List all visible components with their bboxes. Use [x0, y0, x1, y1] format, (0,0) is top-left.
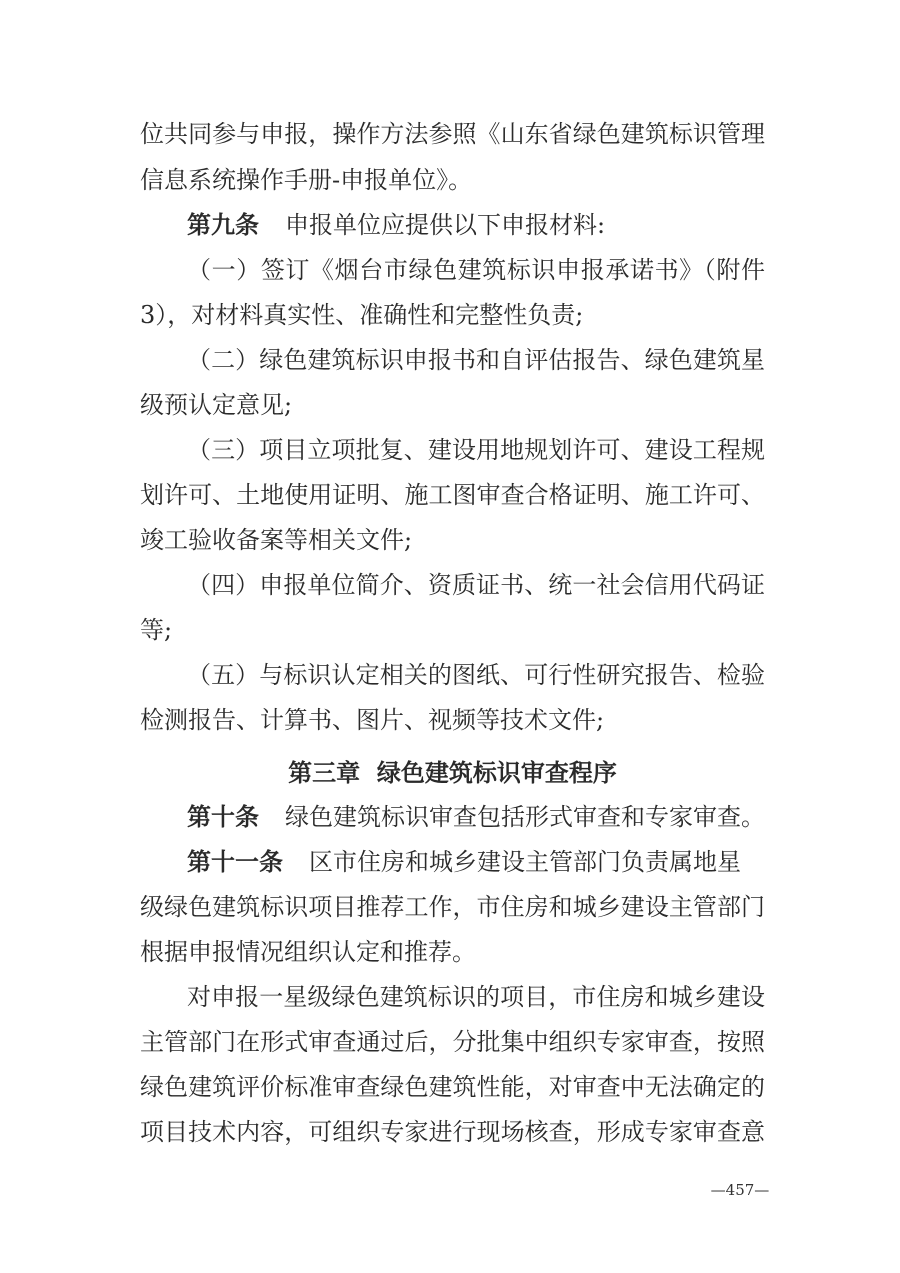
one-star-paragraph-line-4: 项目技术内容，可组织专家进行现场核查，形成专家审查意: [140, 1118, 765, 1146]
item-3-line-1: （三）项目立项批复、建设用地规划许可、建设工程规: [187, 436, 765, 464]
item-5-line-1: （五）与标识认定相关的图纸、可行性研究报告、检验: [187, 661, 765, 689]
item-4-line-1: （四）申报单位简介、资质证书、统一社会信用代码证: [187, 571, 765, 599]
article-11-text: 区市住房和城乡建设主管部门负责属地星: [309, 848, 741, 876]
continuation-line-2: 信息系统操作手册-申报单位》。: [140, 166, 473, 194]
one-star-paragraph-line-2: 主管部门在形式审查通过后，分批集中组织专家审查，按照: [140, 1028, 765, 1056]
article-11-line-1: [187, 845, 765, 879]
page-number: —457—: [710, 1181, 770, 1199]
item-3-line-3: 竣工验收备案等相关文件;: [140, 526, 413, 554]
item-3-line-2: 划许可、土地使用证明、施工图审查合格证明、施工许可、: [140, 481, 765, 509]
item-2-line-2: 级预认定意见;: [140, 391, 293, 419]
item-1-line-1: （一）签订《烟台市绿色建筑标识申报承诺书》（附件: [187, 256, 765, 284]
item-5-line-2: 检测报告、计算书、图片、视频等技术文件;: [140, 706, 605, 734]
article-9-line: [187, 208, 765, 242]
item-1-line-2: 3），对材料真实性、准确性和完整性负责;: [140, 301, 584, 329]
article-9-label: 第九条: [187, 211, 259, 239]
chapter-3-heading: 第三章 绿色建筑标识审查程序: [288, 759, 617, 787]
article-11-label: 第十一条: [187, 848, 283, 876]
item-4-line-2: 等;: [140, 616, 173, 644]
article-11-line-2: 级绿色建筑标识项目推荐工作，市住房和城乡建设主管部门: [140, 893, 765, 921]
article-10-line: [187, 800, 765, 834]
article-11-line-3: 根据申报情况组织认定和推荐。: [140, 938, 476, 966]
continuation-line-1: 位共同参与申报，操作方法参照《山东省绿色建筑标识管理: [140, 120, 765, 148]
article-10-label: 第十条: [187, 803, 259, 831]
one-star-paragraph-line-3: 绿色建筑评价标准审查绿色建筑性能，对审查中无法确定的: [140, 1073, 765, 1101]
one-star-paragraph-line-1: 对申报一星级绿色建筑标识的项目，市住房和城乡建设: [187, 983, 765, 1011]
item-2-line-1: （二）绿色建筑标识申报书和自评估报告、绿色建筑星: [187, 346, 765, 374]
article-10-text: 绿色建筑标识审查包括形式审查和专家审查。: [285, 803, 765, 831]
article-9-text: 申报单位应提供以下申报材料:: [285, 211, 606, 239]
